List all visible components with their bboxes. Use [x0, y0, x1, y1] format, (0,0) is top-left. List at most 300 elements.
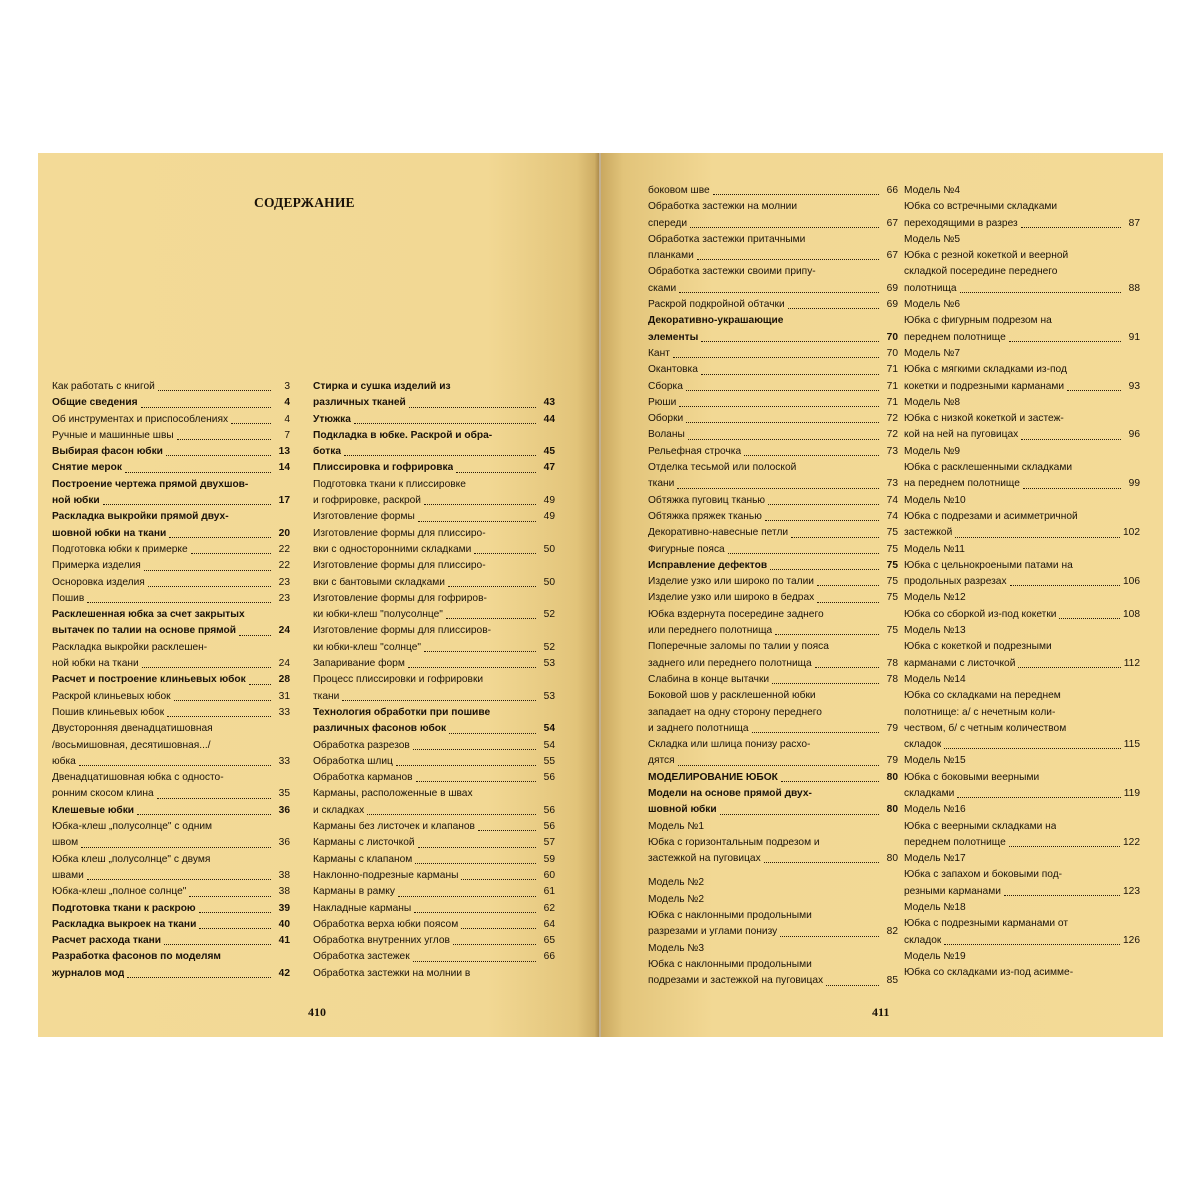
toc-entry-title: застежкой [904, 527, 953, 539]
dot-leader [957, 797, 1120, 798]
toc-entry-page: 99 [1128, 478, 1140, 490]
toc-entry-page: 52 [543, 641, 555, 653]
toc-entry-title: Юбка со сборкой из-под кокетки [904, 608, 1057, 620]
toc-entry [904, 965, 1140, 981]
toc-entry [313, 656, 555, 672]
toc-entry-page: 22 [278, 560, 290, 572]
toc-entry [648, 770, 898, 786]
toc-entry [313, 509, 555, 525]
dot-leader [396, 765, 536, 766]
toc-entry-page: 23 [278, 576, 290, 588]
toc-column-1 [52, 379, 290, 982]
toc-entry-title: Юбка вздернута посередине заднего [648, 608, 824, 620]
toc-entry [52, 819, 290, 835]
dot-leader [413, 961, 536, 962]
toc-entry [52, 835, 290, 851]
toc-entry-title: Декоративно-навесные петли [648, 527, 789, 539]
toc-entry [648, 753, 898, 769]
toc-entry-page: 75 [886, 527, 898, 539]
toc-entry [904, 737, 1140, 753]
dot-leader [87, 602, 271, 603]
toc-entry [52, 721, 290, 737]
toc-entry [52, 428, 290, 444]
toc-entry-title: Рюши [648, 396, 677, 408]
toc-entry-title: Юбка с кокеткой и подрезными [904, 641, 1052, 653]
dot-leader [344, 455, 536, 456]
toc-entry-title: Модель №9 [904, 445, 960, 457]
dot-leader [780, 936, 879, 937]
toc-entry-page: 69 [886, 282, 898, 294]
toc-entry-page: 74 [886, 510, 898, 522]
toc-entry-title: Об инструментах и приспособлениях [52, 413, 229, 425]
toc-entry [904, 346, 1140, 362]
dot-leader [697, 259, 879, 260]
open-book [38, 153, 1163, 1037]
toc-entry-page: 71 [886, 396, 898, 408]
toc-entry-title: или переднего полотнища [648, 625, 773, 637]
toc-entry-title: Построение чертежа прямой двухшов- [52, 478, 249, 490]
toc-entry-title: Обработка застежек [313, 951, 410, 963]
dot-leader [398, 896, 536, 897]
toc-entry [648, 590, 898, 606]
dot-leader [199, 912, 271, 913]
left-page [38, 153, 599, 1037]
toc-entry [313, 949, 555, 965]
toc-entry-title: застежкой на пуговицах [648, 853, 761, 865]
toc-entry-title: различных тканей [313, 397, 406, 409]
dot-leader [342, 700, 536, 701]
toc-entry [904, 460, 1140, 476]
toc-entry-title: элементы [648, 331, 699, 343]
dot-leader [772, 683, 879, 684]
toc-spacer [648, 867, 898, 875]
toc-entry [313, 721, 555, 737]
toc-entry-title: Модель №16 [904, 804, 966, 816]
toc-entry [904, 297, 1140, 313]
toc-entry [313, 868, 555, 884]
toc-entry [904, 362, 1140, 378]
toc-entry [52, 509, 290, 525]
toc-entry-page: 13 [278, 446, 290, 458]
toc-entry-title: складками [904, 787, 955, 799]
toc-entry [904, 232, 1140, 248]
toc-entry [904, 199, 1140, 215]
toc-entry-page: 43 [543, 397, 555, 409]
toc-entry-page: 72 [886, 413, 898, 425]
toc-entry-title: Фигурные пояса [648, 543, 725, 555]
toc-entry-page: 3 [284, 381, 290, 392]
toc-entry-title: Юбка с фигурным подрезом на [904, 315, 1052, 327]
toc-entry [313, 672, 555, 688]
toc-entry [648, 542, 898, 558]
toc-entry-title: Клешевые юбки [52, 804, 135, 816]
toc-column-2 [313, 379, 555, 982]
toc-entry-page: 36 [278, 804, 290, 816]
toc-entry [904, 933, 1140, 949]
dot-leader [157, 798, 271, 799]
toc-entry-page: 75 [886, 559, 898, 571]
toc-entry [313, 395, 555, 411]
toc-entry-title: кой на ней на пуговицах [904, 429, 1019, 441]
dot-leader [189, 896, 271, 897]
toc-entry [313, 705, 555, 721]
toc-entry-title: Раскладка выкройки прямой двух- [52, 511, 229, 523]
toc-entry [904, 509, 1140, 525]
toc-entry-page: 33 [278, 755, 290, 767]
toc-entry-title: Изготовление формы для плиссиро- [313, 560, 486, 572]
toc-entry [648, 313, 898, 329]
dot-leader [1059, 618, 1120, 619]
right-page [601, 153, 1163, 1037]
toc-entry [52, 868, 290, 884]
toc-entry-page: 57 [543, 837, 555, 849]
toc-entry-page: 36 [278, 837, 290, 849]
toc-entry-title: Ручные и машинные швы [52, 429, 174, 441]
dot-leader [826, 985, 879, 986]
toc-entry-title: складкой посередине переднего [904, 266, 1058, 278]
toc-entry-title: Запаривание форм [313, 658, 405, 670]
toc-entry-page: 59 [543, 853, 555, 865]
toc-entry-title: Юбка с наклонными продольными [648, 910, 812, 922]
toc-entry-page: 93 [1128, 380, 1140, 392]
toc-entry-page: 20 [278, 527, 290, 539]
toc-entry [313, 819, 555, 835]
toc-entry-title: Расчет расхода ткани [52, 935, 162, 947]
toc-entry-page: 38 [278, 869, 290, 881]
dot-leader [955, 537, 1120, 538]
toc-entry-title: ткани [648, 478, 675, 490]
toc-entry [313, 966, 555, 982]
toc-entry [648, 721, 898, 737]
toc-entry [313, 754, 555, 770]
toc-entry [52, 558, 290, 574]
dot-leader [713, 194, 879, 195]
toc-entry-title: Карманы с листочкой [313, 837, 415, 849]
dot-leader [791, 537, 879, 538]
toc-entry-title: Обработка застежки своими припу- [648, 266, 816, 278]
dot-leader [1004, 895, 1120, 896]
toc-entry [52, 884, 290, 900]
toc-entry-page: 102 [1123, 527, 1140, 539]
toc-entry [904, 721, 1140, 737]
dot-leader [775, 634, 879, 635]
toc-entry-page: 44 [543, 413, 555, 425]
toc-entry [904, 705, 1140, 721]
dot-leader [744, 455, 879, 456]
page-number-right: 411 [872, 1005, 890, 1019]
toc-entry [52, 786, 290, 802]
toc-entry-title: /восьмишовная, десятишовная.../ [52, 739, 211, 751]
toc-entry-title: полотнище: а/ с нечетным коли- [904, 706, 1056, 718]
toc-entry-title: Осноровка изделия [52, 576, 145, 588]
toc-entry-page: 17 [278, 495, 290, 507]
toc-entry [904, 639, 1140, 655]
toc-entry-title: Юбка со складками на переднем [904, 690, 1061, 702]
toc-entry-page: 49 [543, 495, 555, 507]
toc-entry [904, 688, 1140, 704]
toc-entry [52, 852, 290, 868]
toc-entry-title: на переднем полотнище [904, 478, 1020, 490]
toc-entry-title: и складках [313, 804, 365, 816]
dot-leader [686, 390, 879, 391]
dot-leader [686, 422, 879, 423]
dot-leader [1021, 439, 1121, 440]
toc-entry-title: Юбка с запахом и боковыми под- [904, 869, 1063, 881]
toc-entry [313, 542, 555, 558]
toc-entry-title: дятся [648, 755, 675, 767]
toc-entry [52, 656, 290, 672]
toc-entry-title: Как работать с книгой [52, 381, 155, 392]
toc-entry-title: Стирка и сушка изделий из [313, 381, 451, 392]
dot-leader [701, 341, 879, 342]
toc-entry-title: Накладные карманы [313, 902, 412, 914]
toc-entry-page: 47 [543, 462, 555, 474]
dot-leader [409, 407, 536, 408]
toc-entry-title: ной юбки на ткани [52, 658, 139, 670]
toc-entry-page: 74 [886, 494, 898, 506]
toc-entry [904, 411, 1140, 427]
toc-entry-title: складок [904, 934, 942, 946]
dot-leader [1021, 227, 1121, 228]
toc-entry-title: Исправление дефектов [648, 559, 768, 571]
toc-entry-page: 45 [543, 446, 555, 458]
dot-leader [461, 928, 536, 929]
dot-leader [1023, 488, 1121, 489]
dot-leader [679, 292, 879, 293]
toc-entry-page: 80 [886, 771, 898, 783]
toc-entry-title: планками [648, 250, 694, 262]
toc-entry-title: Оборки [648, 413, 684, 425]
toc-entry-title: Обтяжка пряжек тканью [648, 510, 762, 522]
toc-entry-page: 66 [886, 185, 898, 196]
toc-entry-title: Рельефная строчка [648, 445, 742, 457]
toc-entry-title: Изготовление формы [313, 511, 415, 523]
toc-entry-title: швами [52, 869, 84, 881]
dot-leader [1010, 585, 1120, 586]
dot-leader [167, 716, 271, 717]
toc-entry [904, 672, 1140, 688]
toc-entry [648, 875, 898, 891]
toc-entry [904, 770, 1140, 786]
toc-entry-title: Обработка карманов [313, 772, 413, 784]
toc-entry [648, 558, 898, 574]
toc-entry-page: 56 [543, 804, 555, 816]
toc-entry-title: Подкладка в юбке. Раскрой и обра- [313, 429, 493, 441]
toc-column-4 [904, 183, 1140, 982]
toc-entry-title: кокетки и подрезными карманами [904, 380, 1065, 392]
toc-entry-page: 60 [543, 869, 555, 881]
toc-entry-title: различных фасонов юбок [313, 723, 447, 735]
dot-leader [960, 292, 1122, 293]
dot-leader [752, 732, 879, 733]
toc-entry-page: 69 [886, 299, 898, 311]
toc-entry-title: шовной юбки на ткани [52, 527, 167, 539]
toc-entry [648, 892, 898, 908]
toc-entry-title: резными карманами [904, 885, 1001, 897]
toc-entry-page: 71 [886, 364, 898, 376]
toc-entry-page: 39 [278, 902, 290, 914]
toc-entry-page: 78 [886, 673, 898, 685]
dot-leader [416, 781, 536, 782]
toc-entry [904, 819, 1140, 835]
toc-entry-title: Расклешенная юбка за счет закрытых [52, 609, 245, 621]
toc-entry [904, 248, 1140, 264]
toc-entry-page: 56 [543, 772, 555, 784]
toc-entry-title: Модель №19 [904, 950, 966, 962]
toc-entry-title: Обработка застежки притачными [648, 233, 806, 245]
toc-entry-page: 33 [278, 706, 290, 718]
toc-entry [648, 346, 898, 362]
dot-leader [944, 944, 1120, 945]
toc-entry-page: 38 [278, 886, 290, 898]
toc-column-3 [648, 183, 898, 990]
toc-entry-title: переднем полотнище [904, 836, 1006, 848]
toc-entry [52, 803, 290, 819]
toc-entry-title: Юбка с цельнокроеными патами на [904, 559, 1073, 571]
toc-entry [313, 412, 555, 428]
toc-entry-title: ботка [313, 446, 342, 458]
toc-entry-page: 73 [886, 445, 898, 457]
toc-entry [648, 973, 898, 989]
toc-entry [313, 689, 555, 705]
toc-entry-page: 112 [1123, 657, 1140, 669]
toc-entry [52, 672, 290, 688]
toc-entry-page: 88 [1128, 282, 1140, 294]
toc-entry [313, 379, 555, 395]
toc-entry-page: 52 [543, 609, 555, 621]
dot-leader [354, 423, 536, 424]
toc-entry-title: ки юбки-клеш "солнце" [313, 641, 422, 653]
toc-entry-title: Модель №17 [904, 853, 966, 865]
toc-entry [648, 183, 898, 199]
toc-entry [648, 427, 898, 443]
toc-entry [648, 395, 898, 411]
toc-entry [648, 688, 898, 704]
dot-leader [231, 423, 271, 424]
toc-entry [313, 933, 555, 949]
toc-entry [904, 427, 1140, 443]
toc-entry-title: заднего или переднего полотнища [648, 657, 812, 669]
toc-entry [648, 639, 898, 655]
toc-entry-title: Юбка с горизонтальным подрезом и [648, 836, 820, 848]
toc-entry-title: Модель №6 [904, 299, 960, 311]
toc-entry-page: 62 [543, 902, 555, 914]
toc-entry-title: Двусторонняя двенадцатишовная [52, 723, 213, 735]
toc-entry-title: сками [648, 282, 677, 294]
toc-entry-title: ронним скосом клина [52, 788, 154, 800]
toc-entry-page: 91 [1128, 331, 1140, 343]
toc-entry [904, 313, 1140, 329]
dot-leader [679, 406, 879, 407]
toc-entry [648, 330, 898, 346]
toc-entry [313, 884, 555, 900]
toc-entry-page: 14 [278, 462, 290, 474]
toc-entry [904, 607, 1140, 623]
toc-entry [648, 623, 898, 639]
toc-entry [648, 835, 898, 851]
toc-entry-page: 55 [543, 755, 555, 767]
toc-entry-title: и заднего полотнища [648, 722, 749, 734]
toc-entry [648, 232, 898, 248]
toc-entry [904, 590, 1140, 606]
toc-entry-title: Юбка с резной кокеткой и веерной [904, 250, 1069, 262]
dot-leader [87, 879, 271, 880]
toc-entry-page: 64 [543, 918, 555, 930]
toc-entry-title: Декоративно-украшающие [648, 315, 784, 327]
toc-entry-title: Примерка изделия [52, 560, 141, 572]
toc-entry [313, 526, 555, 542]
dot-leader [1067, 390, 1121, 391]
toc-entry-page: 75 [886, 576, 898, 588]
toc-entry [52, 493, 290, 509]
toc-entry-page: 75 [886, 625, 898, 637]
dot-leader [817, 602, 879, 603]
toc-entry [904, 949, 1140, 965]
toc-entry-page: 108 [1123, 608, 1140, 620]
toc-entry-title: Юбка со встречными складками [904, 201, 1058, 213]
dot-leader [148, 586, 271, 587]
toc-entry [904, 395, 1140, 411]
dot-leader [1009, 846, 1120, 847]
toc-entry-title: Изготовление формы для плиссиро- [313, 527, 486, 539]
toc-entry-title: переходящими в разрез [904, 217, 1018, 229]
toc-entry-title: Изделие узко или широко по талии [648, 576, 814, 588]
toc-entry-title: Модель №2 [648, 893, 704, 905]
toc-entry-title: Модель №3 [648, 942, 704, 954]
dot-leader [199, 928, 271, 929]
toc-entry [52, 477, 290, 493]
toc-entry [52, 460, 290, 476]
toc-entry-title: Складка или шлица понизу расхо- [648, 739, 811, 751]
toc-entry-title: Карманы в рамку [313, 886, 395, 898]
toc-entry-page: 79 [886, 722, 898, 734]
toc-entry [648, 379, 898, 395]
toc-entry-page: 119 [1123, 787, 1140, 799]
toc-entry [648, 672, 898, 688]
toc-entry-page: 49 [543, 511, 555, 523]
dot-leader [424, 651, 536, 652]
toc-entry-title: Окантовка [648, 364, 698, 376]
toc-entry-title: Модель №8 [904, 396, 960, 408]
toc-entry-page: 4 [284, 413, 290, 425]
toc-entry-page: 106 [1123, 576, 1140, 588]
dot-leader [781, 781, 879, 782]
toc-entry [904, 476, 1140, 492]
dot-leader [461, 879, 536, 880]
toc-entry [313, 917, 555, 933]
toc-entry [648, 248, 898, 264]
toc-entry-page: 4 [284, 397, 290, 409]
toc-entry [313, 493, 555, 509]
toc-entry [52, 591, 290, 607]
toc-entry [904, 379, 1140, 395]
toc-entry [648, 476, 898, 492]
toc-entry-page: 115 [1123, 739, 1140, 751]
toc-entry [904, 786, 1140, 802]
toc-entry-title: Общие сведения [52, 397, 138, 409]
toc-entry-title: ной юбки [52, 495, 100, 507]
toc-entry-title: Плиссировка и гофрировка [313, 462, 454, 474]
dot-leader [944, 748, 1120, 749]
toc-entry [648, 908, 898, 924]
toc-entry [648, 941, 898, 957]
toc-entry [313, 444, 555, 460]
toc-entry-title: вки с односторонними складками [313, 543, 472, 555]
toc-entry [904, 916, 1140, 932]
toc-entry-title: складок [904, 739, 942, 751]
toc-entry-title: Юбка с подрезами и асимметричной [904, 510, 1078, 522]
toc-entry-title: переднем полотнище [904, 331, 1006, 343]
